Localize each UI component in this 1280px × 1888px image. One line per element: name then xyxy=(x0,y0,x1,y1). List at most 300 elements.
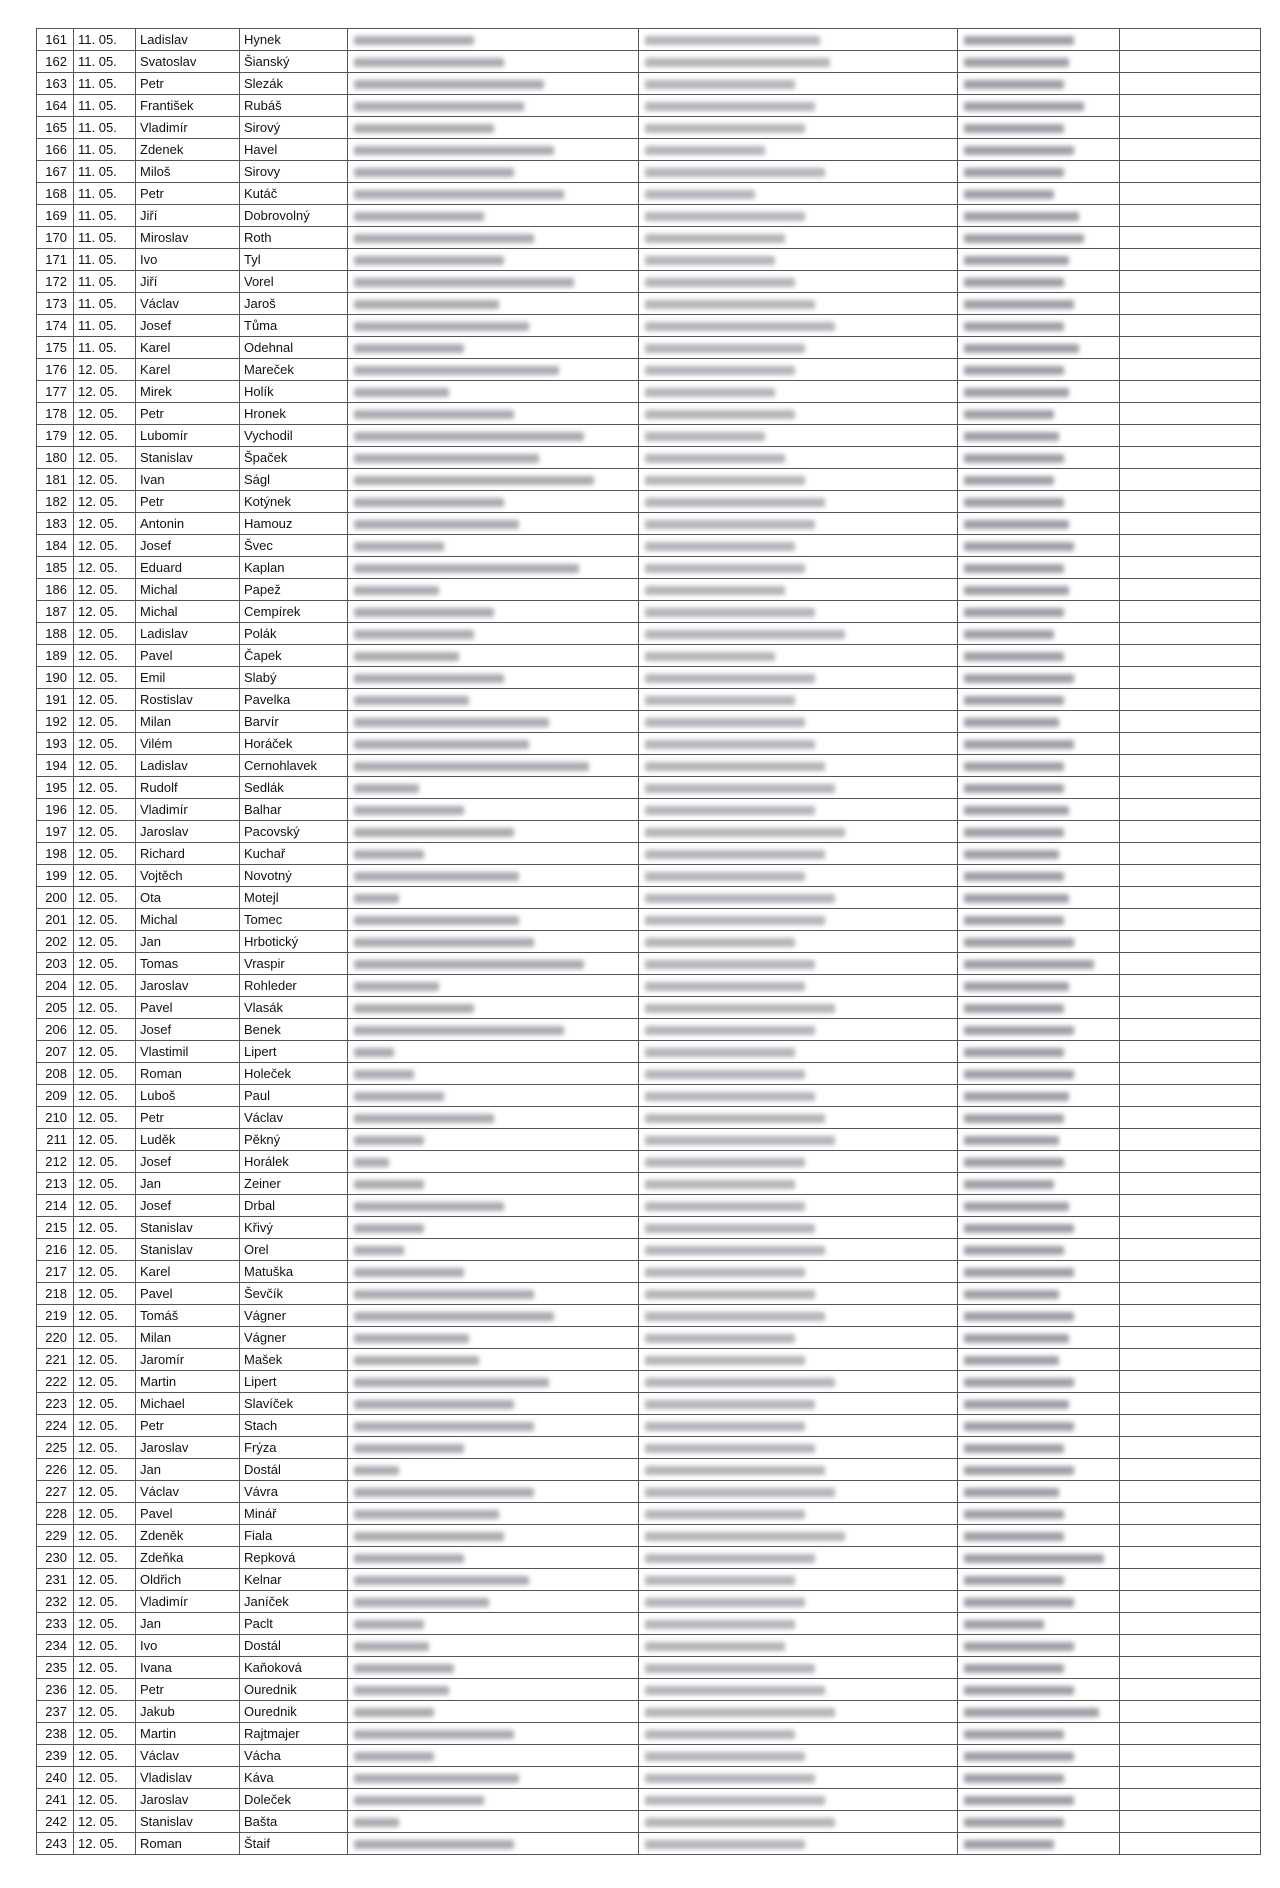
first-name: Josef xyxy=(136,1151,240,1173)
last-name: Rajtmajer xyxy=(240,1723,348,1745)
redaction-blur xyxy=(354,36,474,45)
first-name: Luděk xyxy=(136,1129,240,1151)
empty-cell xyxy=(1120,249,1261,271)
redaction-blur xyxy=(354,1598,489,1607)
row-number: 178 xyxy=(37,403,74,425)
redacted-contact xyxy=(639,1063,958,1085)
redacted-address xyxy=(348,1745,639,1767)
first-name: Jaroslav xyxy=(136,1437,240,1459)
redacted-address xyxy=(348,1767,639,1789)
redacted-address xyxy=(348,1195,639,1217)
last-name: Kelnar xyxy=(240,1569,348,1591)
redacted-address xyxy=(348,1591,639,1613)
redacted-contact xyxy=(639,623,958,645)
row-date: 12. 05. xyxy=(74,403,136,425)
row-number: 168 xyxy=(37,183,74,205)
row-date: 12. 05. xyxy=(74,1393,136,1415)
row-date: 12. 05. xyxy=(74,1547,136,1569)
last-name: Horálek xyxy=(240,1151,348,1173)
empty-cell xyxy=(1120,359,1261,381)
last-name: Balhar xyxy=(240,799,348,821)
row-number: 206 xyxy=(37,1019,74,1041)
redaction-blur xyxy=(964,322,1064,331)
empty-cell xyxy=(1120,1019,1261,1041)
redacted-contact xyxy=(639,1811,958,1833)
first-name: Ladislav xyxy=(136,29,240,51)
row-date: 12. 05. xyxy=(74,1019,136,1041)
redacted-address xyxy=(348,1129,639,1151)
first-name: Jiří xyxy=(136,205,240,227)
redacted-email xyxy=(958,1041,1120,1063)
row-number: 195 xyxy=(37,777,74,799)
first-name: Vojtěch xyxy=(136,865,240,887)
redaction-blur xyxy=(354,1334,469,1343)
last-name: Havel xyxy=(240,139,348,161)
last-name: Sirovy xyxy=(240,161,348,183)
redacted-address xyxy=(348,73,639,95)
redaction-blur xyxy=(964,564,1064,573)
redacted-address xyxy=(348,205,639,227)
first-name: Václav xyxy=(136,293,240,315)
table-row xyxy=(37,997,1261,1019)
redacted-email xyxy=(958,1063,1120,1085)
redacted-contact xyxy=(639,1481,958,1503)
redaction-blur xyxy=(354,1708,434,1717)
empty-cell xyxy=(1120,1525,1261,1547)
last-name: Frýza xyxy=(240,1437,348,1459)
table-row xyxy=(37,1151,1261,1173)
last-name: Mareček xyxy=(240,359,348,381)
redacted-email xyxy=(958,73,1120,95)
row-date: 12. 05. xyxy=(74,1767,136,1789)
redacted-contact xyxy=(639,425,958,447)
redacted-email xyxy=(958,1437,1120,1459)
redacted-email xyxy=(958,1019,1120,1041)
redaction-blur xyxy=(354,872,519,881)
redaction-blur xyxy=(645,740,815,749)
last-name: Hronek xyxy=(240,403,348,425)
table-row xyxy=(37,843,1261,865)
redaction-blur xyxy=(645,102,815,111)
redaction-blur xyxy=(964,1136,1059,1145)
last-name: Stach xyxy=(240,1415,348,1437)
redacted-contact xyxy=(639,1503,958,1525)
redaction-blur xyxy=(964,1400,1069,1409)
redacted-address xyxy=(348,249,639,271)
table-row xyxy=(37,1041,1261,1063)
empty-cell xyxy=(1120,1371,1261,1393)
redacted-address xyxy=(348,1415,639,1437)
redaction-blur xyxy=(964,1092,1069,1101)
redaction-blur xyxy=(645,982,805,991)
table-row xyxy=(37,689,1261,711)
row-number: 226 xyxy=(37,1459,74,1481)
last-name: Kuchař xyxy=(240,843,348,865)
first-name: Pavel xyxy=(136,645,240,667)
redacted-email xyxy=(958,1811,1120,1833)
redaction-blur xyxy=(645,1488,835,1497)
redaction-blur xyxy=(645,1466,825,1475)
table-row xyxy=(37,271,1261,293)
redacted-email xyxy=(958,579,1120,601)
last-name: Vychodil xyxy=(240,425,348,447)
row-date: 12. 05. xyxy=(74,359,136,381)
redaction-blur xyxy=(964,1290,1059,1299)
redacted-email xyxy=(958,1305,1120,1327)
redacted-contact xyxy=(639,1371,958,1393)
redaction-blur xyxy=(964,344,1079,353)
redacted-contact xyxy=(639,1569,958,1591)
first-name: Zdeněk xyxy=(136,1525,240,1547)
redaction-blur xyxy=(354,696,469,705)
empty-cell xyxy=(1120,117,1261,139)
row-date: 12. 05. xyxy=(74,1107,136,1129)
redacted-contact xyxy=(639,1041,958,1063)
redacted-email xyxy=(958,1547,1120,1569)
row-number: 202 xyxy=(37,931,74,953)
redaction-blur xyxy=(645,960,815,969)
redacted-contact xyxy=(639,403,958,425)
table-row xyxy=(37,1635,1261,1657)
empty-cell xyxy=(1120,755,1261,777)
table-row xyxy=(37,51,1261,73)
redaction-blur xyxy=(645,652,775,661)
redaction-blur xyxy=(964,1708,1099,1717)
table-row xyxy=(37,117,1261,139)
row-number: 219 xyxy=(37,1305,74,1327)
redaction-blur xyxy=(645,1730,795,1739)
redaction-blur xyxy=(964,1818,1064,1827)
last-name: Polák xyxy=(240,623,348,645)
redacted-contact xyxy=(639,579,958,601)
redacted-contact xyxy=(639,1437,958,1459)
empty-cell xyxy=(1120,1789,1261,1811)
row-number: 173 xyxy=(37,293,74,315)
last-name: Holeček xyxy=(240,1063,348,1085)
redacted-contact xyxy=(639,1591,958,1613)
redacted-address xyxy=(348,1327,639,1349)
redacted-address xyxy=(348,425,639,447)
redacted-email xyxy=(958,1657,1120,1679)
redacted-contact xyxy=(639,909,958,931)
row-number: 243 xyxy=(37,1833,74,1855)
redaction-blur xyxy=(354,1180,424,1189)
row-date: 12. 05. xyxy=(74,887,136,909)
first-name: Petr xyxy=(136,491,240,513)
redacted-contact xyxy=(639,1525,958,1547)
redaction-blur xyxy=(645,608,815,617)
redacted-address xyxy=(348,931,639,953)
redaction-blur xyxy=(645,1422,805,1431)
row-date: 12. 05. xyxy=(74,601,136,623)
redacted-email xyxy=(958,1503,1120,1525)
row-date: 12. 05. xyxy=(74,1283,136,1305)
table-row xyxy=(37,1327,1261,1349)
redaction-blur xyxy=(964,982,1069,991)
table-row xyxy=(37,865,1261,887)
empty-cell xyxy=(1120,337,1261,359)
row-date: 12. 05. xyxy=(74,755,136,777)
empty-cell xyxy=(1120,799,1261,821)
first-name: Michal xyxy=(136,601,240,623)
redacted-contact xyxy=(639,227,958,249)
row-date: 12. 05. xyxy=(74,535,136,557)
last-name: Slezák xyxy=(240,73,348,95)
redaction-blur xyxy=(645,366,795,375)
redaction-blur xyxy=(964,36,1074,45)
row-number: 193 xyxy=(37,733,74,755)
redaction-blur xyxy=(354,1114,494,1123)
redaction-blur xyxy=(645,696,795,705)
last-name: Tůma xyxy=(240,315,348,337)
row-date: 12. 05. xyxy=(74,689,136,711)
redaction-blur xyxy=(964,718,1059,727)
row-number: 222 xyxy=(37,1371,74,1393)
redaction-blur xyxy=(964,1752,1074,1761)
redacted-address xyxy=(348,1723,639,1745)
first-name: Petr xyxy=(136,403,240,425)
redacted-address xyxy=(348,799,639,821)
redaction-blur xyxy=(964,1004,1064,1013)
first-name: Jaromír xyxy=(136,1349,240,1371)
table-row xyxy=(37,601,1261,623)
first-name: Vilém xyxy=(136,733,240,755)
redacted-address xyxy=(348,337,639,359)
registration-table xyxy=(36,28,1261,1855)
redacted-address xyxy=(348,535,639,557)
redacted-address xyxy=(348,95,639,117)
redacted-contact xyxy=(639,1679,958,1701)
row-date: 12. 05. xyxy=(74,777,136,799)
redacted-contact xyxy=(639,139,958,161)
first-name: Petr xyxy=(136,1679,240,1701)
row-number: 234 xyxy=(37,1635,74,1657)
redaction-blur xyxy=(645,1158,805,1167)
last-name: Štaif xyxy=(240,1833,348,1855)
redaction-blur xyxy=(354,674,504,683)
redacted-email xyxy=(958,711,1120,733)
redacted-contact xyxy=(639,73,958,95)
row-number: 163 xyxy=(37,73,74,95)
empty-cell xyxy=(1120,1107,1261,1129)
redaction-blur xyxy=(964,124,1064,133)
redaction-blur xyxy=(645,674,815,683)
redacted-contact xyxy=(639,821,958,843)
redacted-address xyxy=(348,1107,639,1129)
redaction-blur xyxy=(964,58,1069,67)
row-date: 12. 05. xyxy=(74,931,136,953)
redacted-email xyxy=(958,1151,1120,1173)
empty-cell xyxy=(1120,469,1261,491)
redacted-address xyxy=(348,447,639,469)
last-name: Šianský xyxy=(240,51,348,73)
redacted-address xyxy=(348,403,639,425)
row-date: 12. 05. xyxy=(74,799,136,821)
table-row xyxy=(37,1129,1261,1151)
last-name: Orel xyxy=(240,1239,348,1261)
first-name: Václav xyxy=(136,1745,240,1767)
row-number: 237 xyxy=(37,1701,74,1723)
redaction-blur xyxy=(354,1642,429,1651)
row-number: 172 xyxy=(37,271,74,293)
first-name: Stanislav xyxy=(136,1217,240,1239)
last-name: Vágner xyxy=(240,1305,348,1327)
redacted-email xyxy=(958,667,1120,689)
redaction-blur xyxy=(964,1158,1064,1167)
empty-cell xyxy=(1120,1679,1261,1701)
redacted-contact xyxy=(639,1085,958,1107)
redaction-blur xyxy=(354,828,514,837)
row-date: 12. 05. xyxy=(74,667,136,689)
row-date: 12. 05. xyxy=(74,909,136,931)
redaction-blur xyxy=(354,102,524,111)
redaction-blur xyxy=(354,762,589,771)
last-name: Kaňoková xyxy=(240,1657,348,1679)
redacted-address xyxy=(348,29,639,51)
table-row xyxy=(37,535,1261,557)
redaction-blur xyxy=(645,212,805,221)
empty-cell xyxy=(1120,1261,1261,1283)
redaction-blur xyxy=(645,718,805,727)
row-number: 230 xyxy=(37,1547,74,1569)
redacted-email xyxy=(958,623,1120,645)
row-number: 190 xyxy=(37,667,74,689)
row-date: 12. 05. xyxy=(74,447,136,469)
row-date: 12. 05. xyxy=(74,1591,136,1613)
table-row xyxy=(37,557,1261,579)
redacted-address xyxy=(348,975,639,997)
redaction-blur xyxy=(354,960,584,969)
redaction-blur xyxy=(964,828,1064,837)
redacted-email xyxy=(958,1459,1120,1481)
redaction-blur xyxy=(354,1466,399,1475)
redaction-blur xyxy=(354,740,529,749)
first-name: Miroslav xyxy=(136,227,240,249)
first-name: Tomáš xyxy=(136,1305,240,1327)
row-number: 207 xyxy=(37,1041,74,1063)
first-name: Vlastimil xyxy=(136,1041,240,1063)
row-number: 198 xyxy=(37,843,74,865)
last-name: Papež xyxy=(240,579,348,601)
empty-cell xyxy=(1120,1063,1261,1085)
table-row xyxy=(37,1019,1261,1041)
redacted-contact xyxy=(639,711,958,733)
row-date: 12. 05. xyxy=(74,1723,136,1745)
empty-cell xyxy=(1120,1239,1261,1261)
redaction-blur xyxy=(354,1752,434,1761)
redacted-email xyxy=(958,139,1120,161)
redacted-address xyxy=(348,1261,639,1283)
redaction-blur xyxy=(964,674,1074,683)
redacted-address xyxy=(348,1459,639,1481)
redacted-address xyxy=(348,1635,639,1657)
redacted-contact xyxy=(639,513,958,535)
redacted-email xyxy=(958,381,1120,403)
redacted-contact xyxy=(639,667,958,689)
redaction-blur xyxy=(964,1664,1064,1673)
empty-cell xyxy=(1120,1613,1261,1635)
redaction-blur xyxy=(964,784,1064,793)
redaction-blur xyxy=(964,762,1064,771)
redaction-blur xyxy=(354,894,399,903)
empty-cell xyxy=(1120,1437,1261,1459)
row-number: 241 xyxy=(37,1789,74,1811)
redacted-email xyxy=(958,205,1120,227)
redacted-address xyxy=(348,513,639,535)
first-name: Mirek xyxy=(136,381,240,403)
redaction-blur xyxy=(964,476,1054,485)
row-number: 224 xyxy=(37,1415,74,1437)
last-name: Slavíček xyxy=(240,1393,348,1415)
row-number: 221 xyxy=(37,1349,74,1371)
row-number: 201 xyxy=(37,909,74,931)
table-row xyxy=(37,1569,1261,1591)
redaction-blur xyxy=(645,1576,795,1585)
redaction-blur xyxy=(964,366,1064,375)
last-name: Odehnal xyxy=(240,337,348,359)
last-name: Roth xyxy=(240,227,348,249)
first-name: Martin xyxy=(136,1371,240,1393)
row-number: 240 xyxy=(37,1767,74,1789)
empty-cell xyxy=(1120,381,1261,403)
redacted-contact xyxy=(639,843,958,865)
redaction-blur xyxy=(964,256,1069,265)
first-name: Zdenek xyxy=(136,139,240,161)
redacted-contact xyxy=(639,997,958,1019)
redacted-contact xyxy=(639,755,958,777)
row-date: 12. 05. xyxy=(74,1459,136,1481)
redaction-blur xyxy=(964,168,1064,177)
row-date: 12. 05. xyxy=(74,1481,136,1503)
first-name: Petr xyxy=(136,1107,240,1129)
first-name: Pavel xyxy=(136,1283,240,1305)
row-date: 11. 05. xyxy=(74,183,136,205)
redaction-blur xyxy=(645,1048,795,1057)
redacted-contact xyxy=(639,1261,958,1283)
last-name: Ourednik xyxy=(240,1701,348,1723)
row-number: 166 xyxy=(37,139,74,161)
row-date: 12. 05. xyxy=(74,1217,136,1239)
redacted-email xyxy=(958,1261,1120,1283)
row-date: 12. 05. xyxy=(74,843,136,865)
last-name: Barvír xyxy=(240,711,348,733)
first-name: Ivo xyxy=(136,249,240,271)
redacted-address xyxy=(348,1283,639,1305)
redacted-address xyxy=(348,689,639,711)
row-number: 181 xyxy=(37,469,74,491)
table-row xyxy=(37,1305,1261,1327)
redaction-blur xyxy=(645,630,845,639)
table-row xyxy=(37,1657,1261,1679)
last-name: Vlasák xyxy=(240,997,348,1019)
redaction-blur xyxy=(354,388,449,397)
empty-cell xyxy=(1120,689,1261,711)
redaction-blur xyxy=(645,278,795,287)
redaction-blur xyxy=(964,1356,1059,1365)
redacted-address xyxy=(348,1679,639,1701)
redacted-address xyxy=(348,1613,639,1635)
redacted-contact xyxy=(639,1459,958,1481)
redaction-blur xyxy=(645,1202,805,1211)
row-date: 11. 05. xyxy=(74,139,136,161)
redacted-address xyxy=(348,271,639,293)
redacted-address xyxy=(348,1569,639,1591)
row-number: 218 xyxy=(37,1283,74,1305)
redacted-email xyxy=(958,557,1120,579)
first-name: Karel xyxy=(136,359,240,381)
redaction-blur xyxy=(645,146,765,155)
table-row xyxy=(37,1173,1261,1195)
